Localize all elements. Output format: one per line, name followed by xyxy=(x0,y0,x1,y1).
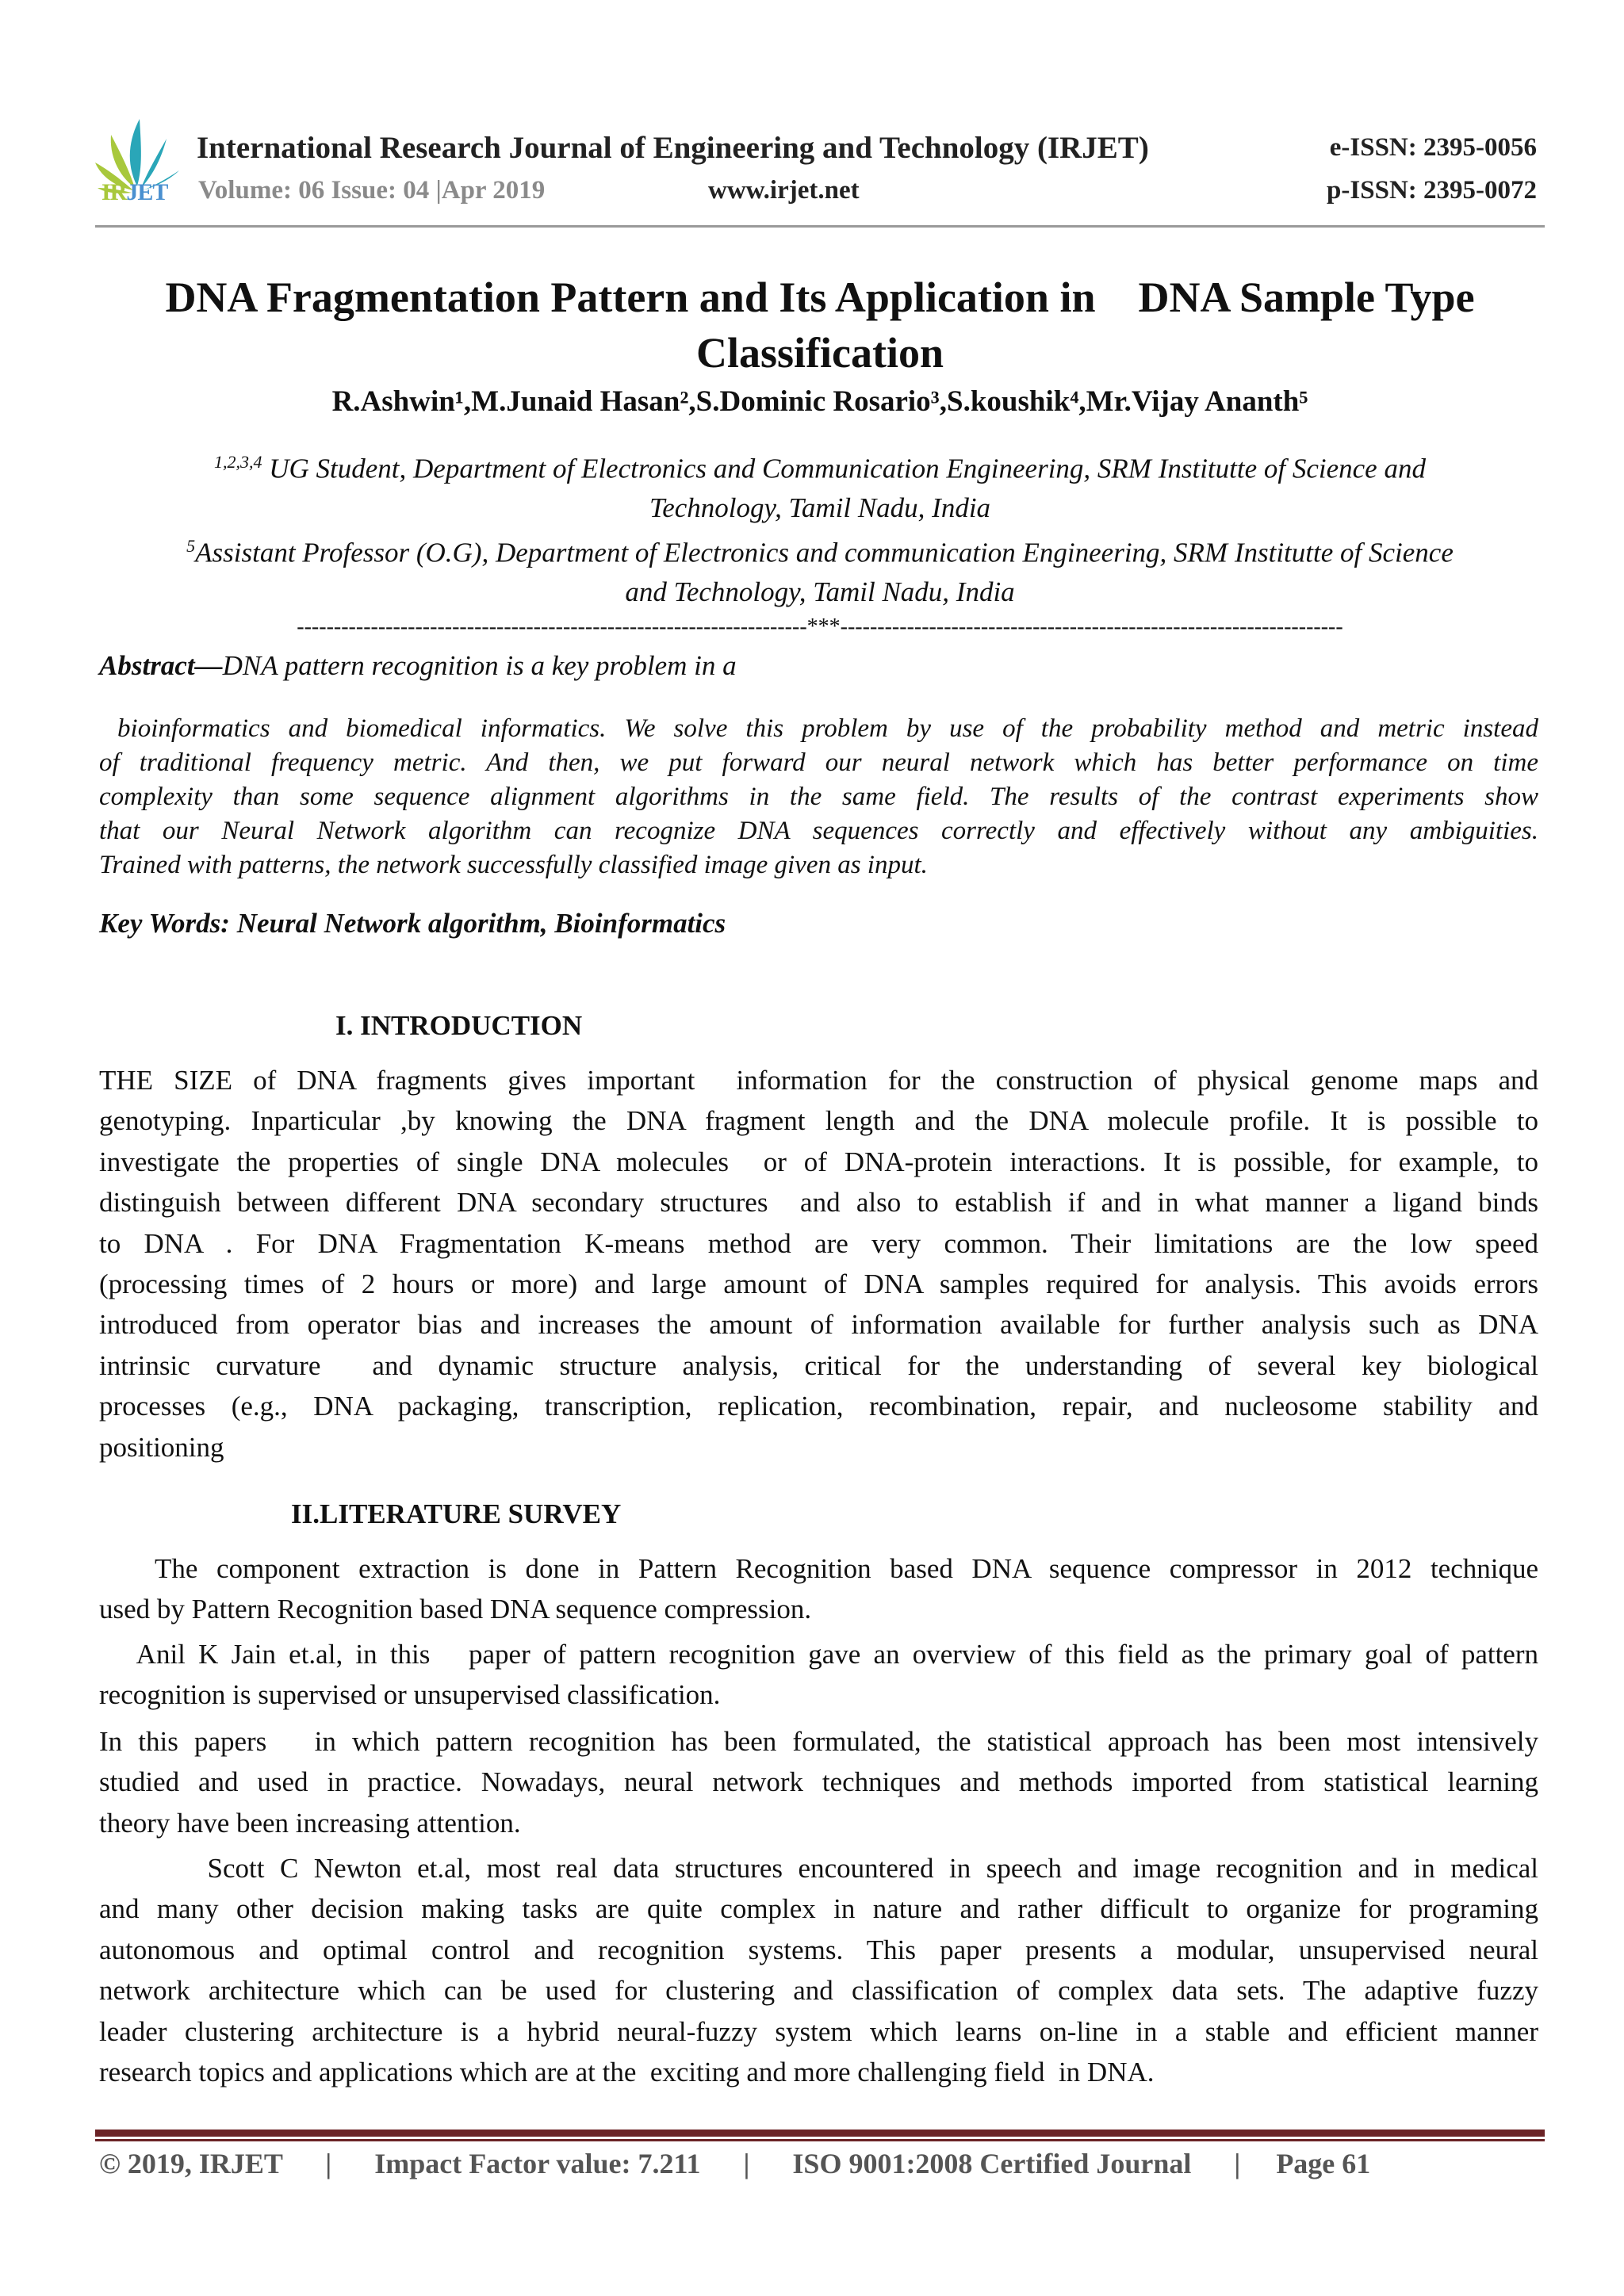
intro-paragraph xyxy=(99,1060,1538,1468)
affil2-line1: Assistant Professor (O.G), Department of Electronics and communication Engineering, SRM Institutte of Science xyxy=(195,537,1454,568)
text-line: and many other decision making tasks are quite complex in nature and rather difficult to organize for programing xyxy=(99,1893,1538,1925)
separator: ---------------------------------------------------------------------***-------------------------------------------------------------------- xyxy=(297,614,1343,639)
affil2-line2: and Technology, Tamil Nadu, India xyxy=(625,576,1015,607)
text-line: distinguish between different DNA secondary structures and also to establish if and in what manner a ligand binds xyxy=(99,1187,1538,1219)
affil1-line2: Technology, Tamil Nadu, India xyxy=(649,492,991,523)
volume-info: Volume: 06 Issue: 04 |Apr 2019 xyxy=(198,176,546,205)
text-line: The component extraction is done in Pattern Recognition based DNA sequence compressor in 2012 technique xyxy=(99,1553,1538,1584)
literature-heading: II.LITERATURE SURVEY xyxy=(291,1498,622,1529)
text-line: intrinsic curvature and dynamic structure analysis, critical for the understanding of several key biological xyxy=(99,1349,1538,1381)
title-line-2: Classification xyxy=(695,329,944,377)
paper-title xyxy=(95,270,1545,381)
header-divider xyxy=(95,225,1545,228)
text-line: In this papers in which pattern recognition has been formulated, the statistical approach has been most intensively xyxy=(99,1726,1538,1757)
text-line: Trained with patterns, the network successfully classified image given as input. xyxy=(99,851,928,879)
text-line: Anil K Jain et.al, in this paper of pattern recognition gave an overview of this field as the primary goal of pattern xyxy=(99,1639,1538,1670)
literature-paragraph-3 xyxy=(99,1721,1538,1843)
journal-title: International Research Journal of Engineering and Technology (IRJET) xyxy=(197,131,1149,165)
text-line: to DNA . For DNA Fragmentation K-means method are very common. Their limitations are the low speed xyxy=(99,1227,1538,1259)
text-line: complexity than some sequence alignment algorithms in the same field. The results of the contrast experiments show xyxy=(99,783,1538,811)
footer-rule-thick xyxy=(95,2130,1545,2137)
text-line: research topics and applications which are at the exciting and more challenging field in DNA. xyxy=(99,2057,1155,2088)
authors: R.Ashwin¹,M.Junaid Hasan²,S.Dominic Rosario³,S.koushik⁴,Mr.Vijay Ananth⁵ xyxy=(331,385,1308,418)
pissn: p-ISSN: 2395-0072 xyxy=(1327,176,1537,205)
affil1-superscript: 1,2,3,4 xyxy=(214,452,262,472)
text-line: genotyping. Inparticular ,by knowing the DNA fragment length and the DNA molecule profile. It is possible to xyxy=(99,1105,1538,1137)
abstract-heading xyxy=(99,650,737,682)
literature-paragraph-1 xyxy=(99,1548,1538,1630)
affil1-line1: UG Student, Department of Electronics and Communication Engineering, SRM Institutte of Science and xyxy=(262,453,1426,484)
text-line: (processing times of 2 hours or more) and large amount of DNA samples required for analysis. This avoids errors xyxy=(99,1269,1538,1300)
text-line: used by Pattern Recognition based DNA sequence compression. xyxy=(99,1594,812,1625)
text-line: investigate the properties of single DNA molecules or of DNA-protein interactions. It is possible, for example, to xyxy=(99,1146,1538,1177)
affiliation-1 xyxy=(95,442,1545,527)
intro-heading: I. INTRODUCTION xyxy=(335,1010,583,1041)
text-line: THE SIZE of DNA fragments gives important information for the construction of physical genome maps and xyxy=(99,1065,1538,1096)
literature-paragraph-4 xyxy=(99,1848,1538,2092)
text-line: that our Neural Network algorithm can recognize DNA sequences correctly and effectively without any ambiguities. xyxy=(99,817,1538,845)
keywords: Key Words: Neural Network algorithm, Bioinformatics xyxy=(99,908,726,939)
literature-paragraph-2 xyxy=(99,1634,1538,1716)
footer-text: © 2019, IRJET | Impact Factor value: 7.211 | ISO 9001:2008 Certified Journal | Page 61 xyxy=(99,2148,1371,2179)
title-line-1: DNA Fragmentation Pattern and Its Application in DNA Sample Type xyxy=(165,274,1475,321)
text-line: theory have been increasing attention. xyxy=(99,1807,521,1839)
website-link[interactable]: www.irjet.net xyxy=(708,176,860,205)
text-line: processes (e.g., DNA packaging, transcription, replication, recombination, repair, and nucleosome stability and xyxy=(99,1391,1538,1422)
eissn: e-ISSN: 2395-0056 xyxy=(1329,133,1537,162)
text-line: autonomous and optimal control and recognition systems. This paper presents a modular, unsupervised neural xyxy=(99,1934,1538,1965)
text-line: recognition is supervised or unsupervised classification. xyxy=(99,1679,721,1711)
abstract-body xyxy=(99,712,1538,882)
text-line: leader clustering architecture is a hybrid neural-fuzzy system which learns on-line in a stable and efficient manner xyxy=(99,2015,1538,2047)
text-line: introduced from operator bias and increases the amount of information available for further analysis such as DNA xyxy=(99,1309,1538,1341)
text-line: of traditional frequency metric. And then, we put forward our neural network which has better performance on time xyxy=(99,748,1538,777)
text-line: positioning xyxy=(99,1431,224,1463)
affiliation-2 xyxy=(95,526,1545,611)
logo-text: IRJET xyxy=(102,179,168,205)
text-line: bioinformatics and biomedical informatics. We solve this problem by use of the probability method and metric instead xyxy=(99,714,1538,743)
footer-rule-thin xyxy=(95,2139,1545,2141)
text-line: studied and used in practice. Nowadays, neural network techniques and methods imported from statistical learning xyxy=(99,1766,1538,1798)
abstract-lead: DNA pattern recognition is a key problem in a xyxy=(222,650,737,681)
text-line: network architecture which can be used for clustering and classification of complex data sets. The adaptive fuzzy xyxy=(99,1975,1538,2007)
abstract-label: Abstract— xyxy=(99,650,223,681)
affil2-superscript: 5 xyxy=(186,536,196,556)
text-line: Scott C Newton et.al, most real data structures encountered in speech and image recognition and in medical xyxy=(99,1853,1538,1884)
